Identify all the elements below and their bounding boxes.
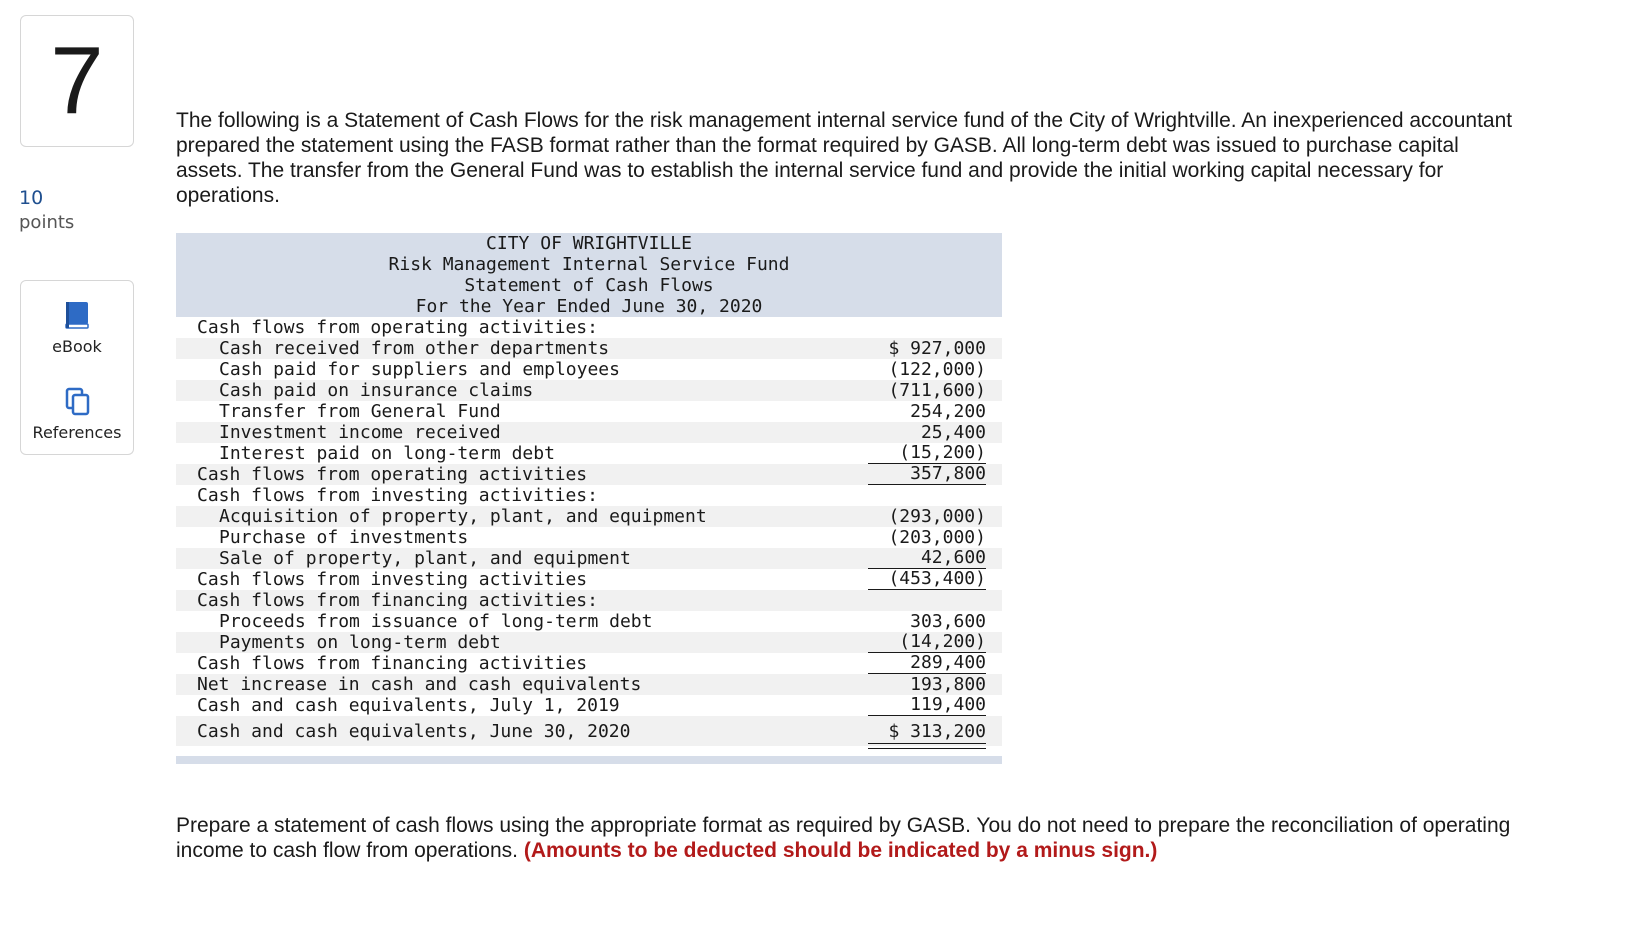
- table-row: [176, 674, 1002, 695]
- table-row: [176, 338, 1002, 359]
- references-button[interactable]: [20, 367, 134, 455]
- copy-pages-icon: [61, 385, 93, 417]
- instructions-warning: (Amounts to be deducted should be indicated by a minus sign.): [523, 839, 1158, 862]
- question-intro-text: The following is a Statement of Cash Flows for the risk management internal service fund of the City of Wrightville. An inexperienced accountant prepared the statement using the FASB format rather than the format required by GASB. All long-term debt was issued to purchase capital assets. The transfer from the General Fund was to establish the internal service fund and provide the initial working capital necessary for operations.: [176, 109, 1513, 207]
- table-row: [176, 380, 1002, 401]
- table-row: [176, 401, 1002, 422]
- row-label: Proceeds from issuance of long-term debt: [219, 611, 653, 632]
- references-label: References: [32, 423, 122, 442]
- row-label: Sale of property, plant, and equipment: [219, 548, 631, 569]
- row-label: Cash flows from operating activities: [197, 464, 588, 485]
- points-label: points: [19, 212, 75, 233]
- table-row: [176, 569, 1002, 590]
- row-label: Cash flows from financing activities:: [197, 590, 598, 611]
- row-label: Cash flows from financing activities: [197, 653, 588, 674]
- row-label: Cash and cash equivalents, June 30, 2020: [197, 721, 631, 742]
- row-label: Cash paid for suppliers and employees: [219, 359, 620, 380]
- instructions-text: Prepare a statement of cash flows using the appropriate format as required by GASB. You do not need to prepare the reconciliation of operating income to cash flow from operations.: [176, 814, 1511, 862]
- row-amount: 42,600: [868, 548, 986, 569]
- row-amount: 254,200: [910, 401, 986, 422]
- row-amount: 25,400: [920, 422, 986, 443]
- table-row: [176, 464, 1002, 485]
- table-row: [176, 527, 1002, 548]
- table-row: [176, 548, 1002, 569]
- table-row: [176, 506, 1002, 527]
- row-label: Cash and cash equivalents, July 1, 2019: [197, 695, 620, 716]
- table-row: [176, 485, 1002, 506]
- statement-period: For the Year Ended June 30, 2020: [415, 296, 763, 317]
- statement-title: Statement of Cash Flows: [464, 275, 714, 296]
- row-label: Cash received from other departments: [219, 338, 610, 359]
- row-amount: $ 313,200: [888, 721, 986, 742]
- row-label: Net increase in cash and cash equivalents: [197, 674, 642, 695]
- statement-rows: [176, 317, 1002, 746]
- row-amount: 119,400: [868, 695, 986, 716]
- row-label: Acquisition of property, plant, and equipment: [219, 506, 707, 527]
- row-label: Transfer from General Fund: [219, 401, 501, 422]
- table-row: [176, 443, 1002, 464]
- row-amount: 193,800: [910, 674, 986, 695]
- row-amount: (293,000): [888, 506, 986, 527]
- double-underline: [868, 743, 986, 749]
- table-row: [176, 632, 1002, 653]
- book-icon: [61, 299, 93, 331]
- ebook-label: eBook: [52, 337, 102, 356]
- row-amount: 303,600: [910, 611, 986, 632]
- row-label: Purchase of investments: [219, 527, 469, 548]
- row-amount: (122,000): [888, 359, 986, 380]
- row-label: Cash flows from investing activities:: [197, 485, 598, 506]
- points-value: 10: [19, 187, 44, 209]
- question-number: 7: [20, 15, 134, 147]
- row-amount: (711,600): [888, 380, 986, 401]
- cash-flow-statement: [176, 233, 1002, 764]
- row-label: Investment income received: [219, 422, 501, 443]
- row-amount: 289,400: [868, 653, 986, 674]
- row-amount: 357,800: [868, 464, 986, 485]
- table-row: [176, 422, 1002, 443]
- row-label: Cash flows from operating activities:: [197, 317, 598, 338]
- row-amount: (15,200): [868, 443, 986, 464]
- table-row: [176, 653, 1002, 674]
- row-amount: (203,000): [888, 527, 986, 548]
- statement-entity: CITY OF WRIGHTVILLE: [486, 233, 692, 254]
- row-amount: (14,200): [868, 632, 986, 653]
- statement-footer-bar: [176, 756, 1002, 764]
- statement-fund: Risk Management Internal Service Fund: [388, 254, 790, 275]
- row-label: Cash flows from investing activities: [197, 569, 588, 590]
- table-row: [176, 695, 1002, 716]
- row-label: Interest paid on long-term debt: [219, 443, 555, 464]
- statement-header: [176, 233, 1002, 317]
- instructions: [176, 813, 1516, 863]
- table-row: [176, 716, 1002, 746]
- row-amount: (453,400): [868, 569, 986, 590]
- row-label: Cash paid on insurance claims: [219, 380, 534, 401]
- ebook-button[interactable]: [20, 280, 134, 368]
- row-amount: $ 927,000: [888, 338, 986, 359]
- table-row: [176, 611, 1002, 632]
- table-row: [176, 359, 1002, 380]
- table-row: [176, 317, 1002, 338]
- table-row: [176, 590, 1002, 611]
- row-label: Payments on long-term debt: [219, 632, 501, 653]
